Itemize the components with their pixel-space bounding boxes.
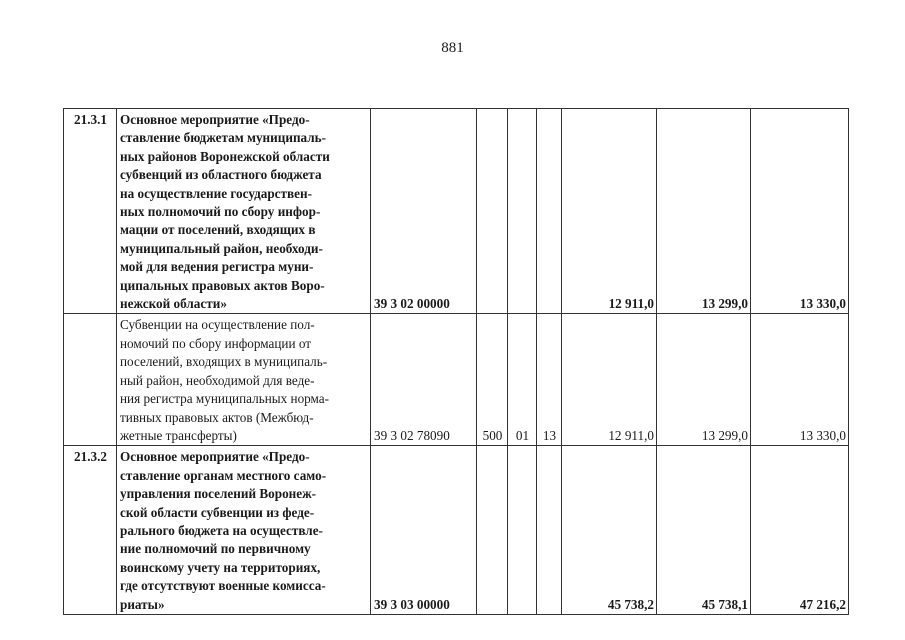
description-line: ской области субвенции из феде- [120, 504, 315, 520]
subsection-code [537, 446, 562, 615]
description-line: на осуществление государствен- [120, 185, 312, 201]
table-row [64, 446, 849, 615]
target-article-code: 39 3 02 78090 [371, 314, 477, 446]
row-description [117, 446, 371, 615]
description-line: тивных правовых актов (Межбюд- [120, 409, 314, 425]
section-code [508, 109, 537, 314]
expense-type-code: 500 [477, 314, 508, 446]
description-line: управления поселений Воронеж- [120, 486, 317, 502]
expense-type-code [477, 109, 508, 314]
section-code [508, 446, 537, 615]
amount-year-1: 45 738,2 [562, 446, 657, 615]
section-code: 01 [508, 314, 537, 446]
description-line: нежской области» [120, 296, 227, 312]
expense-type-code [477, 446, 508, 615]
description-line: мой для ведения регистра муни- [120, 259, 314, 275]
description-line: ный район, необходимой для веде- [120, 372, 315, 388]
description-line: номочий по сбору информации от [120, 335, 312, 351]
description-line: ных районов Воронежской области [120, 148, 330, 164]
row-number: 21.3.1 [64, 109, 117, 314]
description-line: где отсутствуют военные комисса- [120, 578, 326, 594]
target-article-code: 39 3 03 00000 [371, 446, 477, 615]
amount-year-3: 13 330,0 [751, 109, 849, 314]
amount-year-1: 12 911,0 [562, 109, 657, 314]
table-row [64, 109, 849, 314]
amount-year-1: 12 911,0 [562, 314, 657, 446]
description-line: жетные трансферты) [120, 427, 237, 443]
target-article-code: 39 3 02 00000 [371, 109, 477, 314]
amount-year-3: 13 330,0 [751, 314, 849, 446]
description-line: ставление органам местного само- [120, 467, 327, 483]
description-line: субвенций из областного бюджета [120, 167, 322, 183]
description-line: мации от поселений, входящих в [120, 222, 316, 238]
description-line: Основное мероприятие «Предо- [120, 449, 310, 465]
description-line: ния регистра муниципальных норма- [120, 391, 330, 407]
description-line: ципальных правовых актов Воро- [120, 277, 325, 293]
row-number [64, 314, 117, 446]
description-line: риаты» [120, 596, 165, 612]
description-line: ных полномочий по сбору инфор- [120, 204, 321, 220]
description-line: муниципальный район, необходи- [120, 240, 323, 256]
amount-year-2: 13 299,0 [657, 109, 751, 314]
amount-year-3: 47 216,2 [751, 446, 849, 615]
subsection-code: 13 [537, 314, 562, 446]
row-description [117, 314, 371, 446]
table-row [64, 314, 849, 446]
description-line: поселений, входящих в муниципаль- [120, 354, 328, 370]
row-number: 21.3.2 [64, 446, 117, 615]
amount-year-2: 13 299,0 [657, 314, 751, 446]
description-line: Субвенции на осуществление пол- [120, 317, 315, 333]
budget-table [63, 108, 849, 615]
description-line: ставление бюджетам муниципаль- [120, 130, 327, 146]
description-line: ние полномочий по первичному [120, 541, 311, 557]
row-description [117, 109, 371, 314]
description-line: Основное мероприятие «Предо- [120, 112, 310, 127]
table-body [64, 109, 849, 615]
description-line: воинскому учету на территориях, [120, 559, 321, 575]
page-number: 881 [441, 40, 464, 56]
amount-year-2: 45 738,1 [657, 446, 751, 615]
subsection-code [537, 109, 562, 314]
description-line: рального бюджета на осуществле- [120, 522, 323, 538]
